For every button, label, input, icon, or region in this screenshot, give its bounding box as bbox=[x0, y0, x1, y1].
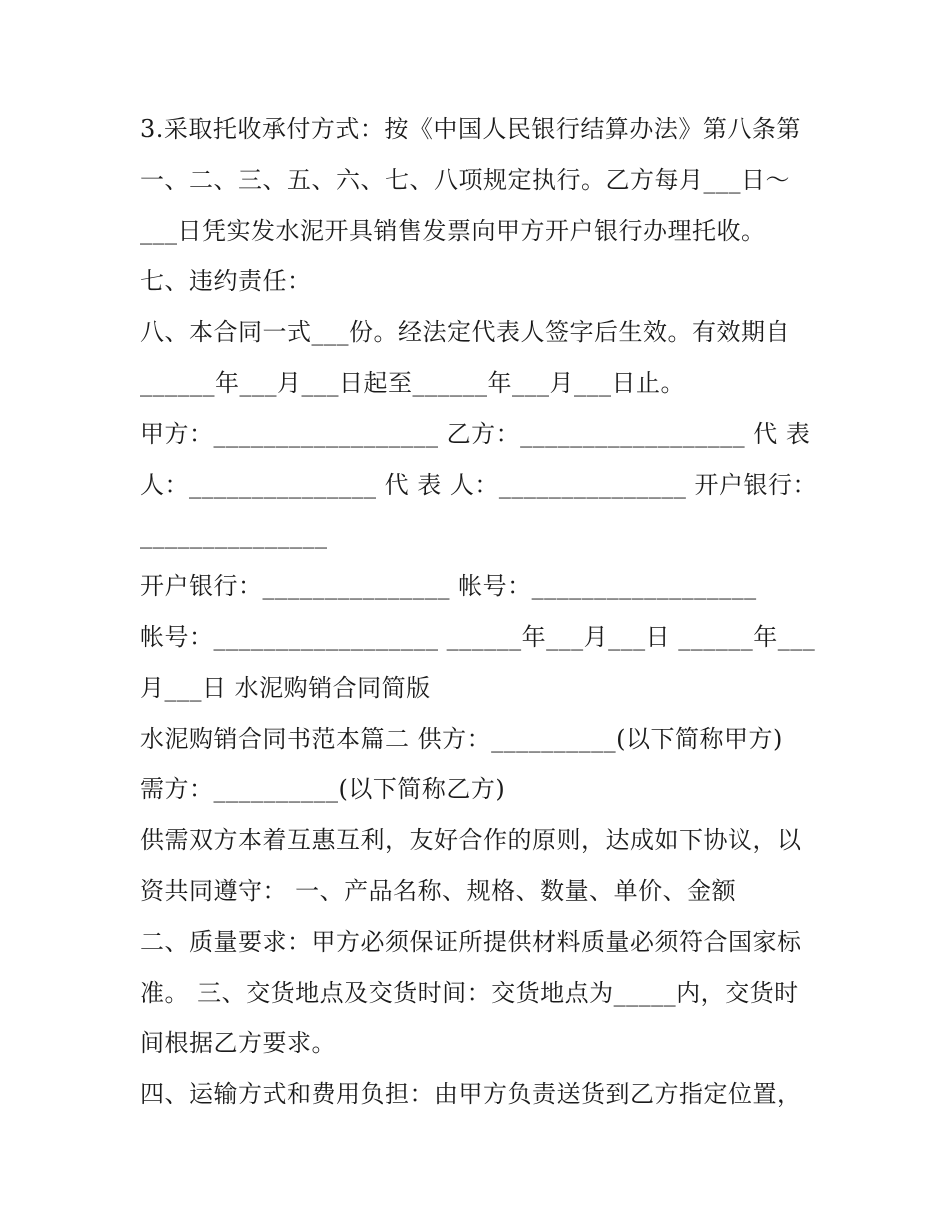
text-line: 帐号：__________________ ______年___月___日 ______年___ bbox=[140, 622, 816, 651]
text-line: 月___日 水泥购销合同简版 bbox=[140, 673, 431, 702]
text-line: 一、二、三、五、六、七、八项规定执行。乙方每月___日～ bbox=[140, 165, 790, 194]
text-line: 准。 三、交货地点及交货时间：交货地点为_____内，交货时 bbox=[140, 978, 799, 1007]
text-line: 供需双方本着互惠互利，友好合作的原则，达成如下协议，以 bbox=[140, 826, 802, 855]
text-line: ______年___月___日起至______年___月___日止。 bbox=[140, 368, 685, 397]
text-line: 资共同遵守： 一、产品名称、规格、数量、单价、金额 bbox=[140, 876, 737, 905]
text-line: 间根据乙方要求。 bbox=[140, 1029, 336, 1058]
text-line: 四、运输方式和费用负担：由甲方负责送货到乙方指定位置， bbox=[140, 1080, 802, 1109]
text-line: 七、违约责任： bbox=[140, 267, 312, 296]
text-line: 甲方：__________________ 乙方：__________________ 代 表 bbox=[140, 419, 811, 448]
text-line: 3.采取托收承付方式：按《中国人民银行结算办法》第八条第 bbox=[140, 115, 801, 143]
text-line: 二、质量要求：甲方必须保证所提供材料质量必须符合国家标 bbox=[140, 927, 802, 956]
text-line: 人：_______________ 代 表 人：_______________ 开户银行： bbox=[140, 470, 818, 499]
text-line: 水泥购销合同书范本篇二 供方：__________(以下简称甲方) bbox=[140, 724, 783, 753]
document-body bbox=[140, 104, 830, 1120]
text-line: 需方：__________(以下简称乙方) bbox=[140, 775, 506, 804]
text-line: ___日凭实发水泥开具销售发票向甲方开户银行办理托收。 bbox=[140, 216, 766, 245]
text-line: 开户银行：_______________ 帐号：__________________ bbox=[140, 572, 757, 601]
text-line: 八、本合同一式___份。经法定代表人签字后生效。有效期自 bbox=[140, 318, 790, 347]
text-line: _______________ bbox=[140, 521, 328, 550]
